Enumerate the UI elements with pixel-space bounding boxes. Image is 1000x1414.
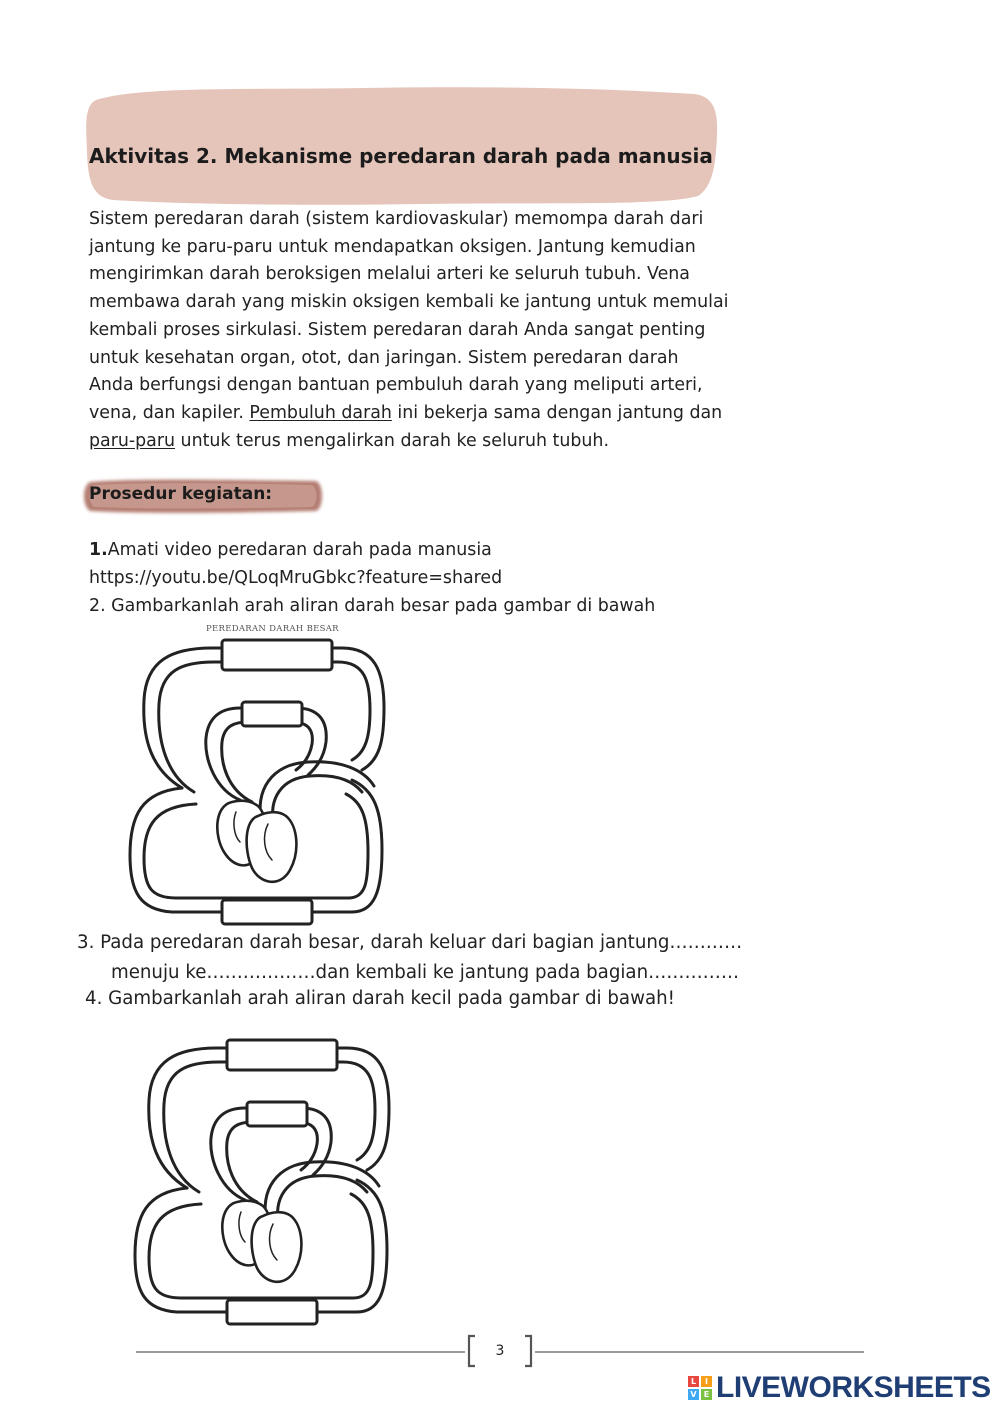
- logo-mark-letter: V: [688, 1389, 699, 1400]
- intro-text: untuk terus mengalirkan darah ke seluruh tubuh.: [175, 430, 609, 451]
- pembuluh-darah-link[interactable]: Pembuluh darah: [249, 402, 392, 423]
- liveworksheets-logo[interactable]: [688, 1372, 991, 1404]
- intro-paragraph: [89, 206, 769, 455]
- intro-text: vena, dan kapiler.: [89, 402, 250, 423]
- step-1-number: 1.: [89, 540, 108, 560]
- bracket-icon: [465, 1334, 535, 1368]
- paru-paru-link[interactable]: paru-paru: [89, 430, 176, 451]
- page-number: 3: [495, 1343, 505, 1359]
- logo-mark-letter: L: [688, 1376, 699, 1387]
- intro-line: membawa darah yang miskin oksigen kembali ke jantung untuk memulai: [89, 292, 729, 313]
- circulation-diagram-small[interactable]: [112, 1030, 412, 1330]
- step-3-line-1: 3. Pada peredaran darah besar, darah keluar dari bagian jantung…………: [77, 932, 743, 953]
- procedure-heading: Prosedur kegiatan:: [89, 484, 273, 504]
- step-4: 4. Gambarkanlah arah aliran darah kecil pada gambar di bawah!: [85, 988, 675, 1009]
- step-1-text: Amati video peredaran darah pada manusia: [107, 540, 492, 560]
- intro-line: Anda berfungsi dengan bantuan pembuluh darah yang meliputi arteri,: [89, 375, 703, 396]
- circulation-diagram-big[interactable]: [112, 630, 402, 930]
- logo-text: LIVEWORKSHEETS: [716, 1371, 991, 1404]
- step-2: 2. Gambarkanlah arah aliran darah besar pada gambar di bawah: [89, 596, 656, 616]
- intro-line: [89, 400, 769, 428]
- page-number-box: [465, 1334, 535, 1368]
- intro-text: ini bekerja sama dengan jantung dan: [391, 402, 723, 423]
- logo-mark-icon: [688, 1376, 712, 1400]
- intro-line: mengirimkan darah beroksigen melalui arteri ke seluruh tubuh. Vena: [89, 264, 690, 285]
- intro-line: jantung ke paru-paru untuk mendapatkan oksigen. Jantung kemudian: [89, 236, 696, 257]
- step-1: [89, 540, 492, 560]
- video-url[interactable]: https://youtu.be/QLoqMruGbkc?feature=shared: [89, 568, 503, 588]
- logo-mark-letter: E: [701, 1389, 712, 1400]
- intro-line: Sistem peredaran darah (sistem kardiovaskular) memompa darah dari: [89, 209, 704, 229]
- page-title: Aktivitas 2. Mekanisme peredaran darah pada manusia: [89, 144, 713, 168]
- intro-line: untuk kesehatan organ, otot, dan jaringan. Sistem peredaran darah: [89, 347, 679, 368]
- intro-line: kembali proses sirkulasi. Sistem peredaran darah Anda sangat penting: [89, 319, 706, 340]
- logo-mark-letter: I: [701, 1376, 712, 1387]
- diagram-1-label: PEREDARAN DARAH BESAR: [206, 624, 339, 634]
- intro-line: [89, 428, 769, 456]
- step-3-line-2: menuju ke………………dan kembali ke jantung pada bagian……………: [111, 962, 740, 983]
